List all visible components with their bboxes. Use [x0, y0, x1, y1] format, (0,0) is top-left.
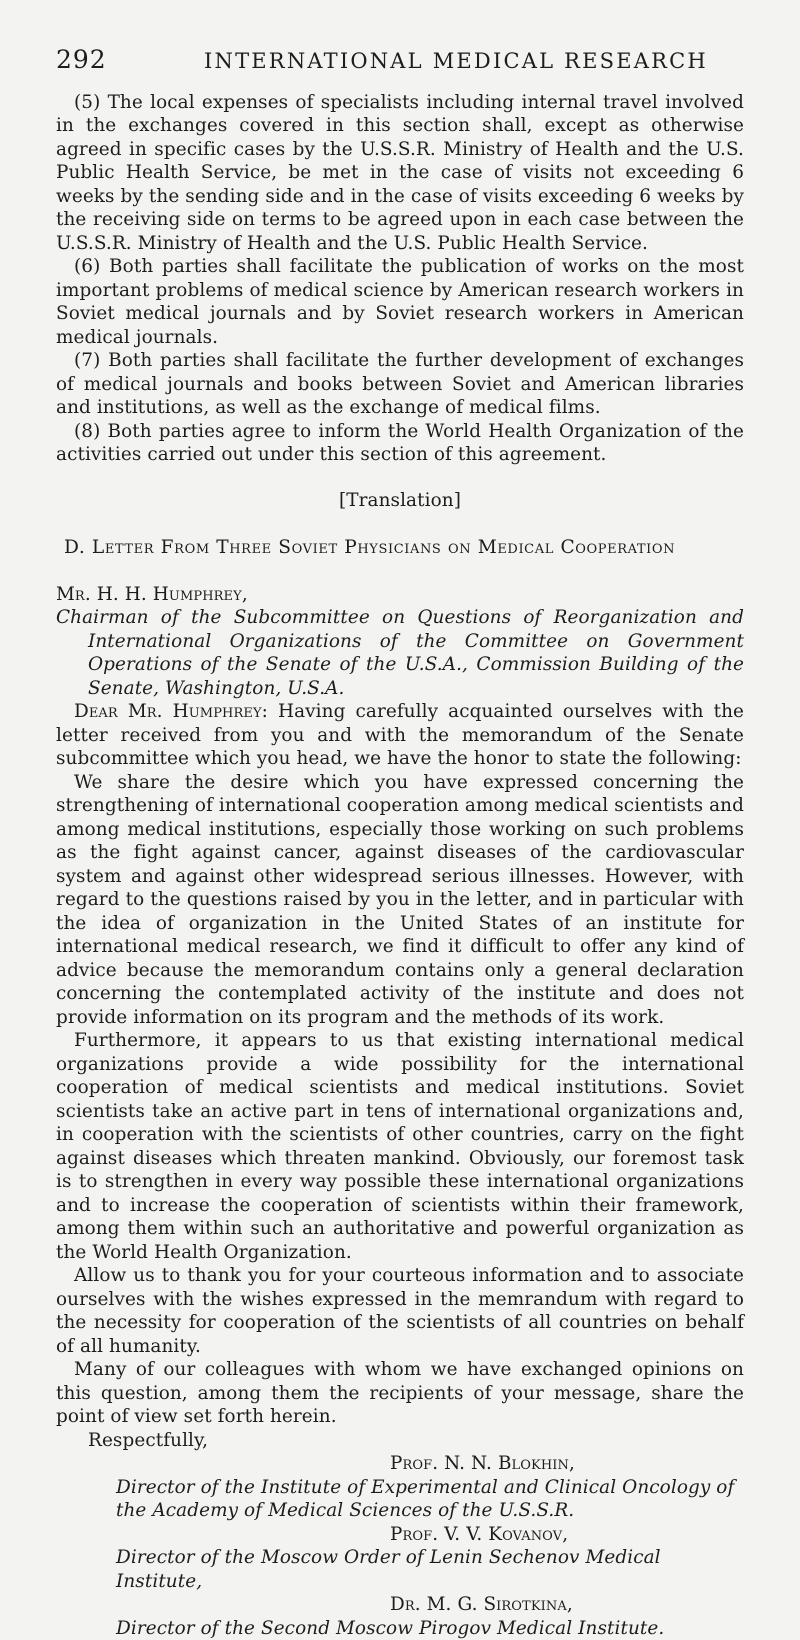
signatory-title: Director of the Moscow Order of Lenin Sechenov Medical Institute,	[56, 1546, 744, 1593]
signature-block	[56, 1452, 744, 1640]
signatory-name: Prof. N. N. Blokhin,	[56, 1452, 744, 1476]
page-number: 292	[56, 48, 204, 72]
signatory-name: Prof. V. V. Kovanov,	[56, 1523, 744, 1547]
salutation: Dear Mr. Humphrey:	[74, 701, 268, 722]
signatory-name: Dr. M. G. Sirotkina,	[56, 1593, 744, 1617]
addressee-name: Mr. H. H. Humphrey,	[56, 583, 744, 607]
letter-paragraph: Allow us to thank you for your courteous information and to associate ourselves with the wishes expressed in the memrandum with regard to the necessity for cooperation of the scientists of all countries on behalf of all humanity.	[56, 1264, 744, 1358]
letter-body	[56, 700, 744, 1452]
closing: Respectfully,	[56, 1429, 744, 1453]
signatory-title: Director of the Second Moscow Pirogov Medical Institute.	[56, 1617, 744, 1640]
section-heading: D. Letter From Three Soviet Physicians on Medical Cooperation	[56, 536, 744, 560]
opening-text: Having carefully acquainted ourselves with the letter received from you and with the memorandum of the Senate subcommittee which you head, we have the honor to state the following:	[56, 701, 744, 769]
clause-6: (6) Both parties shall facilitate the publication of works on the most important problems of medical science by American research workers in Soviet medical journals and by Soviet research workers in American medical journals.	[56, 255, 744, 349]
letter-paragraph: We share the desire which you have expressed concerning the strengthening of international cooperation among medical scientists and among medical institutions, especially those working on such problems as the fight against cancer, against diseases of the cardiovascular system and against other widespread serious illnesses. However, with regard to the questions raised by you in the letter, and in particular with the idea of organization in the United States of an institute for international medical research, we find it difficult to offer any kind of advice because the memorandum contains only a general declaration concerning the contemplated activity of the institute and does not provide information on its program and the methods of its work.	[56, 771, 744, 1030]
page-header	[56, 48, 744, 74]
agreement-clauses	[56, 91, 744, 467]
clause-5: (5) The local expenses of specialists including internal travel involved in the exchanges covered in this section shall, except as otherwise agreed in specific cases by the U.S.S.R. Ministry of Health and the U.S. Public Health Service, be met in the case of visits not exceeding 6 weeks by the sending side and in the case of visits exceeding 6 weeks by the receiving side on terms to be agreed upon in each case between the U.S.S.R. Ministry of Health and the U.S. Public Health Service.	[56, 91, 744, 256]
clause-7: (7) Both parties shall facilitate the further development of exchanges of medical journals and books between Soviet and American libraries and institutions, as well as the exchange of medical films.	[56, 349, 744, 420]
addressee-block	[56, 583, 744, 701]
letter-paragraph: Furthermore, it appears to us that existing international medical organizations provide a wide possibility for the international cooperation of medical scientists and medical institutions. Soviet scientists take an active part in tens of international organizations and, in cooperation with the scientists of other countries, carry on the fight against diseases which threaten mankind. Obviously, our foremost task is to strengthen in every way possible these international organizations and to increase the cooperation of scientists within their framework, among them within such an authoritative and powerful organization as the World Health Organization.	[56, 1029, 744, 1264]
letter-paragraph: Many of our colleagues with whom we have exchanged opinions on this question, among them the recipients of your message, share the point of view set forth herein.	[56, 1358, 744, 1429]
addressee-title: Chairman of the Subcommittee on Questions of Reorganization and International Organizations of the Committee on Government Operations of the Senate of the U.S.A., Commission Building of the Senate, Washington, U.S.A.	[56, 606, 744, 700]
running-head: INTERNATIONAL MEDICAL RESEARCH	[204, 50, 708, 74]
clause-8: (8) Both parties agree to inform the World Health Organization of the activities carried out under this section of this agreement.	[56, 420, 744, 467]
translation-note: [Translation]	[56, 489, 744, 513]
letter-opening	[56, 700, 744, 771]
signatory-title: Director of the Institute of Experimental and Clinical Oncology of the Academy of Medical Sciences of the U.S.S.R.	[56, 1476, 744, 1523]
